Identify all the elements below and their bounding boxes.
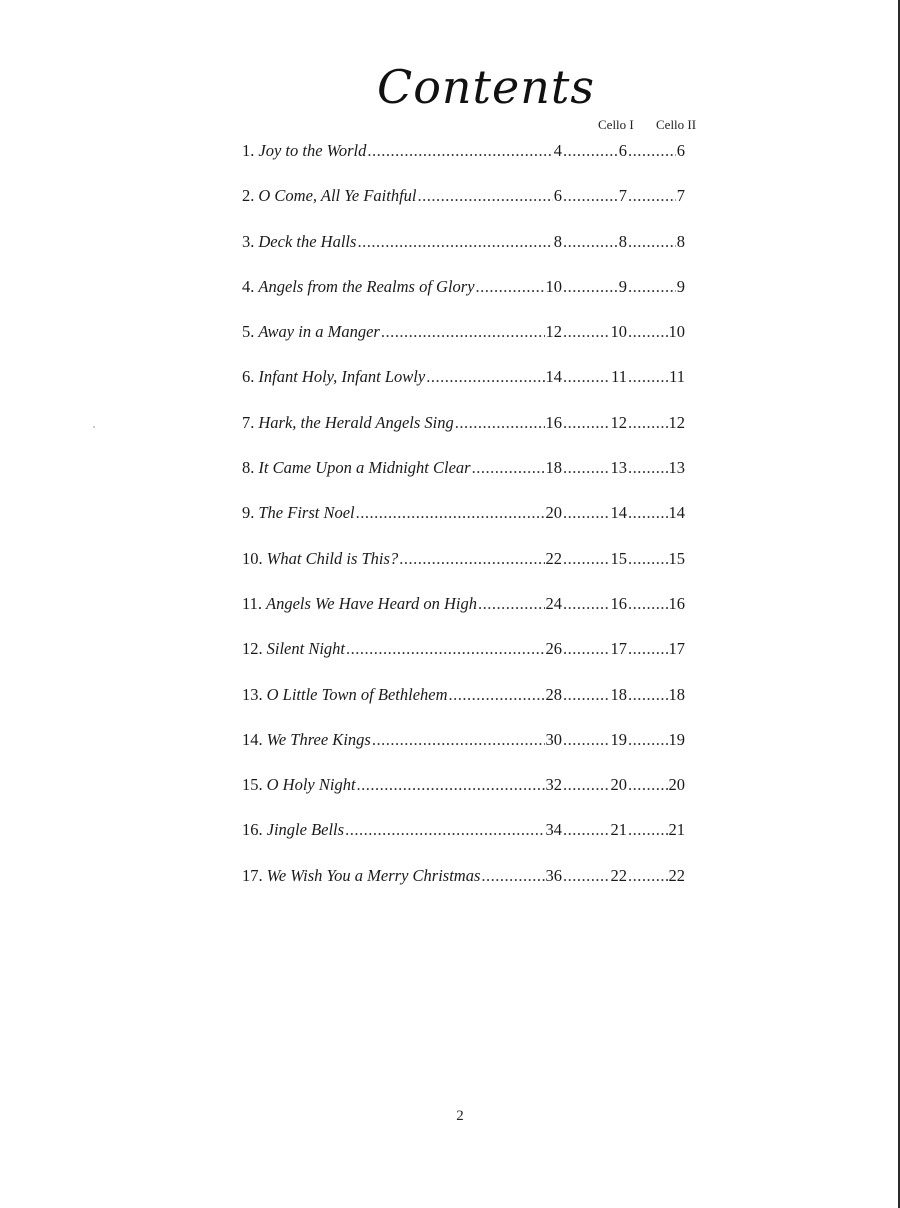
toc-entry-cello-1-cell: [562, 500, 627, 526]
dot-leader: [367, 138, 552, 164]
dot-leader: [563, 772, 610, 798]
toc-entry-main: [242, 817, 562, 843]
toc-entry-cello-1-cell: [562, 138, 627, 164]
dot-leader: [628, 546, 668, 572]
toc-entry-cello-1-page: 16: [610, 593, 627, 613]
toc-entry-number: 6.: [242, 367, 255, 387]
dot-leader: [449, 682, 545, 708]
toc-entry-score-page: 24: [545, 593, 562, 613]
toc-entry-main: [242, 682, 562, 708]
dot-leader: [628, 863, 668, 889]
column-header-cello-1: Cello I: [598, 117, 634, 132]
toc-entry-cello-1-cell: [562, 274, 627, 300]
toc-entry-score-page: 34: [545, 820, 562, 840]
toc-entry: [242, 455, 702, 500]
toc-entry-cello-2-cell: [627, 817, 685, 843]
toc-entry-cello-2-cell: [627, 138, 685, 164]
toc-entry-cello-1-cell: [562, 817, 627, 843]
toc-entry: [242, 138, 702, 183]
toc-entry-cello-1-page: 21: [610, 820, 627, 840]
toc-entry-title: Angels from the Realms of Glory: [258, 276, 475, 296]
toc-entry: [242, 682, 702, 727]
toc-entry-cello-1-page: 20: [610, 775, 627, 795]
toc-entry-cello-1-cell: [562, 682, 627, 708]
toc-entry-score-page: 16: [545, 412, 562, 432]
toc-entry-cello-1-page: 13: [610, 458, 627, 478]
toc-entry-score-page: 8: [553, 231, 562, 251]
dot-leader: [563, 817, 610, 843]
toc-entry: [242, 727, 702, 772]
dot-leader: [563, 274, 618, 300]
toc-entry-number: 14.: [242, 729, 263, 749]
toc-entry-cello-2-page: 19: [668, 729, 685, 749]
toc-entry-cello-2-page: 17: [668, 639, 685, 659]
toc-entry-cello-1-page: 12: [610, 412, 627, 432]
toc-entry-cello-1-page: 15: [610, 548, 627, 568]
toc-entry-number: 1.: [242, 141, 255, 160]
toc-entry-cello-2-page: 22: [668, 865, 685, 885]
scan-speck: [93, 426, 95, 428]
toc-entry-main: [242, 636, 562, 662]
toc-entry-main: [242, 455, 562, 481]
toc-entry-score-page: 36: [545, 865, 562, 885]
dot-leader: [381, 319, 545, 345]
dot-leader: [628, 229, 676, 255]
dot-leader: [481, 863, 544, 889]
toc-entry-cello-2-cell: [627, 591, 685, 617]
toc-entry: [242, 410, 702, 455]
toc-entry-main: [242, 591, 562, 617]
dot-leader: [563, 364, 610, 390]
toc-entry-cello-2-page: 7: [676, 186, 685, 206]
toc-entry-cello-2-cell: [627, 772, 685, 798]
toc-entry-main: [242, 546, 562, 572]
toc-entry-cello-1-cell: [562, 319, 627, 345]
toc-entry-title: O Holy Night: [266, 775, 356, 795]
toc-entry-cello-1-page: 18: [610, 684, 627, 704]
toc-entry: [242, 319, 702, 364]
toc-entry-cello-1-page: 6: [618, 141, 627, 160]
toc-entry-main: [242, 183, 562, 209]
toc-entry: [242, 863, 702, 908]
toc-entry-main: [242, 410, 562, 436]
toc-entry-cello-2-cell: [627, 546, 685, 572]
toc-entry-cello-1-cell: [562, 591, 627, 617]
toc-entry-cello-2-page: 16: [668, 593, 685, 613]
toc-entry-cello-2-page: 9: [676, 276, 685, 296]
toc-entry-cello-1-page: 11: [611, 367, 627, 387]
dot-leader: [563, 138, 618, 164]
dot-leader: [628, 410, 668, 436]
toc-entry-cello-2-cell: [627, 410, 685, 436]
toc-entry-main: [242, 500, 562, 526]
toc-entry-number: 13.: [242, 684, 263, 704]
toc-entry-cello-2-cell: [627, 229, 685, 255]
toc-entry-cello-2-cell: [627, 364, 685, 390]
dot-leader: [563, 183, 618, 209]
toc-entry-number: 7.: [242, 412, 255, 432]
dot-leader: [563, 455, 610, 481]
toc-entry-title: O Little Town of Bethlehem: [266, 684, 448, 704]
toc-entry-score-page: 30: [545, 729, 562, 749]
toc-entry-cello-2-cell: [627, 274, 685, 300]
toc-entry-score-page: 26: [545, 639, 562, 659]
dot-leader: [357, 229, 552, 255]
toc-entry-cello-2-cell: [627, 183, 685, 209]
toc-entry-main: [242, 319, 562, 345]
toc-entry-score-page: 6: [553, 186, 562, 206]
toc-entry-score-page: 22: [545, 548, 562, 568]
toc-entry-cello-1-cell: [562, 364, 627, 390]
toc-entry: [242, 183, 702, 228]
dot-leader: [563, 546, 610, 572]
toc-entry-cello-2-cell: [627, 636, 685, 662]
toc-entry-title: Infant Holy, Infant Lowly: [258, 367, 426, 387]
toc-entry-title: It Came Upon a Midnight Clear: [258, 458, 471, 478]
toc-entry-title: Hark, the Herald Angels Sing: [258, 412, 454, 432]
toc-entry-cello-2-page: 21: [668, 820, 685, 840]
toc-entry-number: 2.: [242, 186, 255, 206]
toc-entry-cello-1-page: 17: [610, 639, 627, 659]
toc-entry-cello-1-cell: [562, 727, 627, 753]
toc-entry-cello-1-cell: [562, 455, 627, 481]
toc-entry-cello-2-cell: [627, 682, 685, 708]
toc-entry-number: 16.: [242, 820, 263, 840]
toc-entry-main: [242, 274, 562, 300]
dot-leader: [356, 500, 545, 526]
toc-entry-number: 3.: [242, 231, 255, 251]
toc-entry-main: [242, 772, 562, 798]
toc-entry-cello-1-cell: [562, 229, 627, 255]
dot-leader: [628, 500, 668, 526]
toc-entry-score-page: 12: [545, 322, 562, 342]
toc-entry-number: 9.: [242, 503, 255, 523]
dot-leader: [563, 682, 610, 708]
dot-leader: [563, 591, 610, 617]
toc-entry: [242, 817, 702, 862]
toc-entry-cello-2-cell: [627, 500, 685, 526]
toc-entry: [242, 274, 702, 319]
toc-entry: [242, 500, 702, 545]
toc-entry-main: [242, 863, 562, 889]
dot-leader: [628, 817, 668, 843]
toc-entry-title: We Wish You a Merry Christmas: [266, 865, 481, 885]
toc-entry-cello-2-page: 20: [668, 775, 685, 795]
toc-entry-cello-2-page: 14: [668, 503, 685, 523]
toc-entry-cello-2-page: 18: [668, 684, 685, 704]
toc-entry-cello-1-page: 10: [610, 322, 627, 342]
column-header-cello-2: Cello II: [656, 117, 697, 132]
dot-leader: [472, 455, 545, 481]
dot-leader: [628, 183, 676, 209]
dot-leader: [628, 138, 676, 164]
dot-leader: [563, 636, 610, 662]
dot-leader: [628, 772, 668, 798]
toc-entry-title: Angels We Have Heard on High: [266, 593, 477, 613]
toc-entry-cello-1-cell: [562, 863, 627, 889]
toc-entry-score-page: 14: [545, 367, 562, 387]
toc-entry-title: Deck the Halls: [258, 231, 357, 251]
dot-leader: [563, 410, 610, 436]
toc-entry-number: 17.: [242, 865, 263, 885]
dot-leader: [399, 546, 544, 572]
toc-entry-main: [242, 229, 562, 255]
toc-entry-main: [242, 364, 562, 390]
toc-entry-cello-2-page: 8: [676, 231, 685, 251]
toc-entry-cello-1-cell: [562, 410, 627, 436]
toc-entry-cello-1-page: 7: [618, 186, 627, 206]
toc-entry: [242, 636, 702, 681]
dot-leader: [628, 727, 668, 753]
toc-entry-score-page: 4: [553, 141, 562, 160]
toc-entry-cello-2-page: 6: [676, 141, 685, 160]
toc-entry-score-page: 20: [545, 503, 562, 523]
toc-entry-cello-1-cell: [562, 546, 627, 572]
table-of-contents: [242, 138, 702, 908]
dot-leader: [372, 727, 545, 753]
toc-entry-title: Joy to the World: [258, 141, 367, 160]
dot-leader: [628, 455, 668, 481]
toc-entry: [242, 364, 702, 409]
toc-entry-number: 5.: [242, 322, 255, 342]
dot-leader: [563, 319, 610, 345]
dot-leader: [628, 319, 668, 345]
toc-entry-number: 12.: [242, 639, 263, 659]
toc-entry: [242, 591, 702, 636]
dot-leader: [628, 591, 668, 617]
toc-entry-cello-2-page: 13: [668, 458, 685, 478]
toc-entry-cello-2-page: 10: [668, 322, 685, 342]
dot-leader: [426, 364, 544, 390]
toc-entry-cello-1-page: 14: [610, 503, 627, 523]
dot-leader: [563, 727, 610, 753]
dot-leader: [455, 410, 545, 436]
toc-entry-cello-2-cell: [627, 455, 685, 481]
toc-entry-score-page: 28: [545, 684, 562, 704]
toc-entry-number: 4.: [242, 276, 255, 296]
dot-leader: [345, 817, 544, 843]
dot-leader: [418, 183, 553, 209]
toc-entry-cello-2-cell: [627, 863, 685, 889]
toc-entry-title: The First Noel: [258, 503, 355, 523]
toc-entry-cello-2-cell: [627, 727, 685, 753]
toc-entry-cello-1-page: 22: [610, 865, 627, 885]
dot-leader: [628, 636, 668, 662]
toc-entry-score-page: 10: [545, 276, 562, 296]
toc-entry-title: Silent Night: [266, 639, 345, 659]
toc-entry-cello-1-page: 19: [610, 729, 627, 749]
toc-entry-number: 15.: [242, 775, 263, 795]
toc-entry-cello-2-page: 11: [669, 367, 685, 387]
dot-leader: [563, 863, 610, 889]
toc-entry-title: O Come, All Ye Faithful: [258, 186, 417, 206]
toc-entry-score-page: 18: [545, 458, 562, 478]
toc-entry-title: We Three Kings: [266, 729, 371, 749]
dot-leader: [628, 682, 668, 708]
toc-entry-number: 10.: [242, 548, 263, 568]
dot-leader: [628, 274, 676, 300]
toc-entry-cello-1-cell: [562, 772, 627, 798]
page-number: 2: [456, 1108, 464, 1124]
toc-entry-cello-1-cell: [562, 183, 627, 209]
toc-entry-cello-1-page: 8: [618, 231, 627, 251]
toc-entry-main: [242, 138, 562, 164]
dot-leader: [476, 274, 545, 300]
toc-entry-main: [242, 727, 562, 753]
toc-entry-title: Away in a Manger: [258, 322, 380, 342]
toc-entry-cello-2-page: 12: [668, 412, 685, 432]
dot-leader: [628, 364, 668, 390]
page-title: Contents: [377, 60, 595, 114]
toc-entry-cello-1-cell: [562, 636, 627, 662]
toc-entry-number: 11.: [242, 593, 263, 613]
toc-entry: [242, 772, 702, 817]
dot-leader: [346, 636, 545, 662]
toc-entry-cello-2-cell: [627, 319, 685, 345]
dot-leader: [478, 591, 545, 617]
dot-leader: [563, 500, 610, 526]
toc-entry: [242, 546, 702, 591]
toc-entry-title: What Child is This?: [266, 548, 399, 568]
toc-entry-title: Jingle Bells: [266, 820, 345, 840]
toc-entry-number: 8.: [242, 458, 255, 478]
toc-entry-cello-1-page: 9: [618, 276, 627, 296]
toc-entry: [242, 229, 702, 274]
dot-leader: [357, 772, 545, 798]
toc-entry-score-page: 32: [545, 775, 562, 795]
toc-entry-cello-2-page: 15: [668, 548, 685, 568]
dot-leader: [563, 229, 618, 255]
